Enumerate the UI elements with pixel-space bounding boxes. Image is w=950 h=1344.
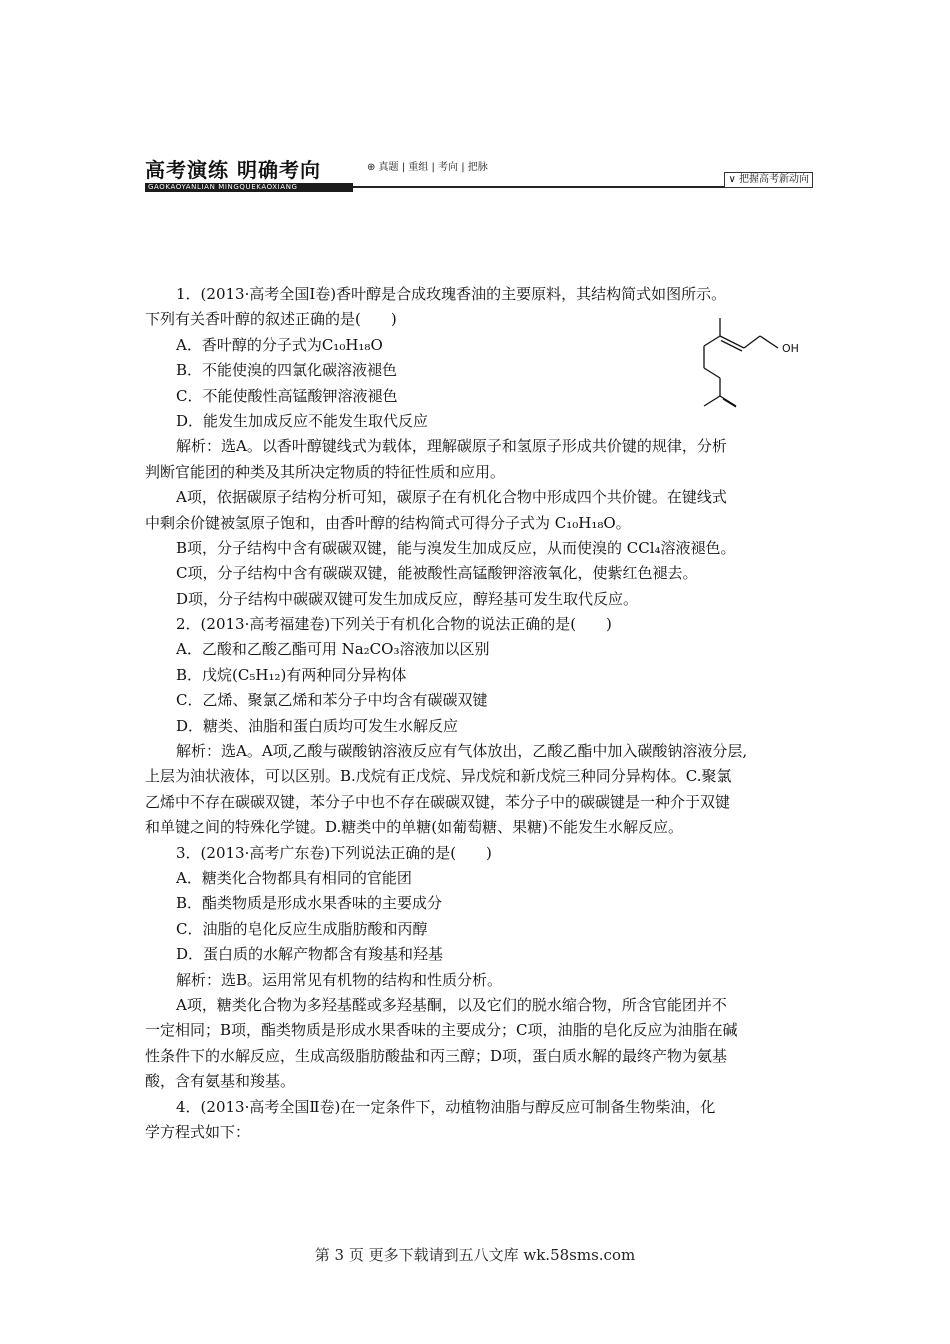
q1-analysis-line1: 解析：选A。以香叶醇键线式为载体，理解碳原子和氢原子形成共价键的规律，分析 <box>176 437 727 456</box>
q3-option-c: C．油脂的皂化反应生成脂肪酸和丙醇 <box>176 919 428 938</box>
header-subtitle: ⊕ 真题 | 重组 | 考向 | 把脉 <box>367 162 488 173</box>
q1-analysis-line4: 中剩余价键被氢原子饱和，由香叶醇的结构简式可得分子式为 C₁₀H₁₈O。 <box>145 513 631 532</box>
q2-analysis-line2: 上层为油状液体，可以区别。B.戊烷有正戊烷、异戊烷和新戊烷三种同分异构体。C.聚氯 <box>145 767 732 786</box>
q3-option-d: D．蛋白质的水解产物都含有羧基和羟基 <box>176 945 444 964</box>
q4-stem-line2: 学方程式如下： <box>145 1122 251 1141</box>
q2-stem: 2．(2013·高考福建卷)下列关于有机化合物的说法正确的是( ) <box>176 615 612 634</box>
section-header <box>145 152 813 192</box>
q1-analysis-line2: 判断官能团的种类及其所决定物质的特征性质和应用。 <box>145 462 506 481</box>
q2-analysis-line1: 解析：选A。A项,乙酸与碳酸钠溶液反应有气体放出，乙酸乙酯中加入碳酸钠溶液分层, <box>176 742 748 761</box>
header-pinyin-bar <box>145 183 353 192</box>
header-title: 高考演练 明确考向 <box>145 158 321 182</box>
header-tag <box>724 172 813 188</box>
q3-analysis-line4: 性条件下的水解反应，生成高级脂肪酸盐和丙三醇；D项，蛋白质水解的最终产物为氨基 <box>145 1046 728 1065</box>
q4-stem-line1: 4．(2013·高考全国Ⅱ卷)在一定条件下，动植物油脂与醇反应可制备生物柴油，化 <box>176 1097 716 1116</box>
q1-stem-line2: 下列有关香叶醇的叙述正确的是( ) <box>145 310 397 329</box>
q1-option-b: B．不能使溴的四氯化碳溶液褪色 <box>176 361 398 380</box>
q1-analysis-line7: D项，分子结构中碳碳双键可发生加成反应，醇羟基可发生取代反应。 <box>176 589 639 608</box>
q3-stem: 3．(2013·高考广东卷)下列说法正确的是( ) <box>176 843 492 862</box>
q2-option-d: D．糖类、油脂和蛋白质均可发生水解反应 <box>176 716 459 735</box>
q3-analysis-line3: 一定相同；B项，酯类物质是形成水果香味的主要成分；C项，油脂的皂化反应为油脂在碱 <box>145 1021 738 1040</box>
q2-analysis-line3: 乙烯中不存在碳碳双键，苯分子中也不存在碳碳双键，苯分子中的碳碳键是一种介于双键 <box>145 792 731 811</box>
q2-option-a: A．乙酸和乙酸乙酯可用 Na₂CO₃溶液加以区别 <box>176 640 490 659</box>
q1-analysis-line6: C项，分子结构中含有碳碳双键，能被酸性高锰酸钾溶液氧化，使紫红色褪去。 <box>176 564 698 583</box>
q2-option-b: B．戊烷(C₅H₁₂)有两种同分异构体 <box>176 665 407 684</box>
structure-oh-label: OH <box>782 342 799 355</box>
header-pinyin: GAOKAOYANLIAN MINGQUEKAOXIANG <box>148 183 298 191</box>
q2-analysis-line4: 和单键之间的特殊化学键。D.糖类中的单糖(如葡萄糖、果糖)不能发生水解反应。 <box>145 818 683 837</box>
q1-analysis-line3: A项，依据碳原子结构分析可知，碳原子在有机化合物中形成四个共价键。在键线式 <box>176 488 727 507</box>
geraniol-structure-diagram <box>690 312 820 422</box>
q1-stem-line1: 1．(2013·高考全国Ⅰ卷)香叶醇是合成玫瑰香油的主要原料，其结构简式如图所示。 <box>176 285 727 303</box>
q3-option-a: A．糖类化合物都具有相同的官能团 <box>176 868 412 887</box>
q3-analysis-line1: 解析：选B。运用常见有机物的结构和性质分析。 <box>176 970 503 989</box>
page-footer: 第 3 页 更多下载请到五八文库 wk.58sms.com <box>314 1246 636 1264</box>
q3-analysis-line5: 酸，含有氨基和羧基。 <box>145 1072 296 1091</box>
q3-option-b: B．酯类物质是形成水果香味的主要成分 <box>176 894 443 913</box>
q1-analysis-line5: B项，分子结构中含有碳碳双键，能与溴发生加成反应，从而使溴的 CCl₄溶液褪色。 <box>176 538 736 557</box>
q1-option-d: D．能发生加成反应不能发生取代反应 <box>176 411 429 430</box>
header-tag-label: 把握高考新动向 <box>739 174 809 185</box>
q2-option-c: C．乙烯、聚氯乙烯和苯分子中均含有碳碳双键 <box>176 691 488 710</box>
q1-option-c: C．不能使酸性高锰酸钾溶液褪色 <box>176 386 398 405</box>
chevron-down-icon: ∨ <box>728 174 736 185</box>
q3-analysis-line2: A项，糖类化合物为多羟基醛或多羟基酮，以及它们的脱水缩合物，所含官能团并不 <box>176 995 727 1014</box>
q1-option-a: A．香叶醇的分子式为C₁₀H₁₈O <box>176 335 383 354</box>
